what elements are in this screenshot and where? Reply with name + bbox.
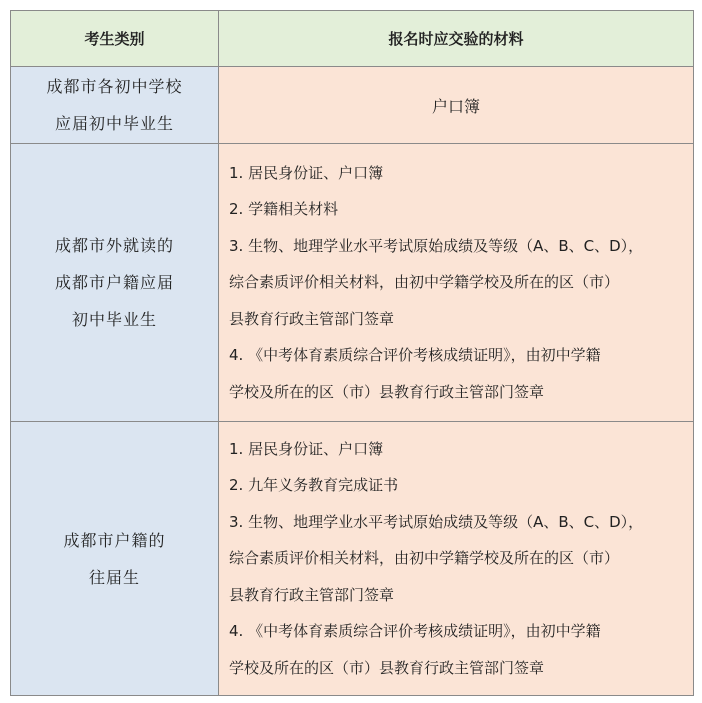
materials-cell (219, 144, 693, 421)
category-line: 往届生 (88, 567, 140, 587)
category-cell (11, 144, 219, 421)
header-category-label: 考生类别 (84, 30, 145, 48)
header-materials (219, 11, 693, 66)
material-line: 综合素质评价相关材料，由初中学籍学校及所在的区（市） (229, 549, 620, 568)
material-line: 1. 居民身份证、户口簿 (229, 439, 384, 458)
material-line: 县教育行政主管部门签章 (229, 585, 395, 604)
material-line: 2. 九年义务教育完成证书 (229, 476, 399, 495)
category-cell (11, 67, 219, 143)
material-line: 1. 居民身份证、户口簿 (229, 163, 384, 182)
materials-cell (219, 422, 693, 695)
category-line: 初中毕业生 (71, 310, 157, 329)
table-header-row (11, 11, 693, 66)
materials-cell (219, 67, 693, 143)
material-line: 学校及所在的区（市）县教育行政主管部门签章 (229, 658, 545, 677)
table-row (11, 144, 693, 421)
header-materials-label: 报名时应交验的材料 (388, 30, 524, 48)
category-line: 成都市户籍应届 (54, 273, 174, 292)
table-row (11, 422, 693, 695)
material-line: 县教育行政主管部门签章 (229, 309, 395, 328)
material-line: 学校及所在的区（市）县教育行政主管部门签章 (229, 382, 545, 401)
material-line: 3. 生物、地理学业水平考试原始成绩及等级（A、B、C、D）， (229, 236, 644, 255)
category-line: 成都市外就读的 (54, 236, 174, 255)
material-line: 4. 《中考体育素质综合评价考核成绩证明》，由初中学籍 (229, 346, 601, 365)
material-line: 4. 《中考体育素质综合评价考核成绩证明》，由初中学籍 (229, 622, 601, 641)
material-line: 2. 学籍相关材料 (229, 200, 339, 219)
category-line: 成都市各初中学校 (46, 77, 183, 96)
category-cell (11, 422, 219, 695)
category-line: 成都市户籍的 (63, 530, 166, 550)
category-line: 应届初中毕业生 (54, 114, 174, 133)
table-row (11, 67, 693, 143)
material-line: 户口簿 (431, 96, 480, 116)
header-category (11, 11, 219, 66)
material-line: 综合素质评价相关材料，由初中学籍学校及所在的区（市） (229, 273, 620, 292)
materials-table (10, 10, 694, 696)
material-line: 3. 生物、地理学业水平考试原始成绩及等级（A、B、C、D）， (229, 512, 644, 531)
